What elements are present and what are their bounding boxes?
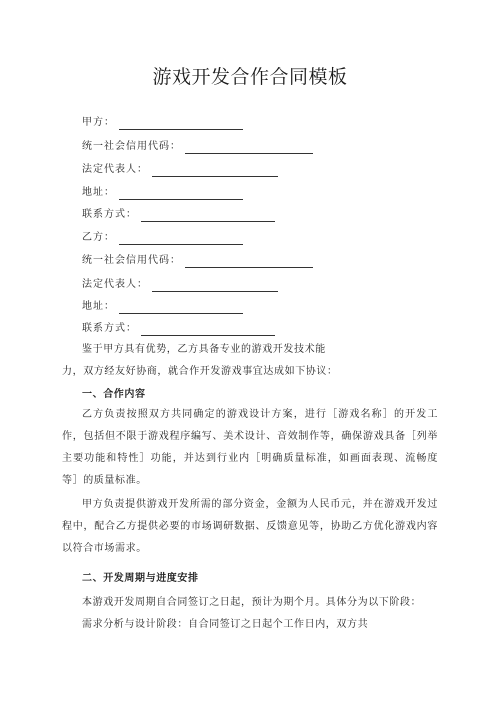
party-a-address-blank[interactable]: [119, 190, 243, 200]
party-a-address-label: 地址：: [82, 187, 115, 198]
section-2-line-1: 本游戏开发周期自合同签订之日起，预计为期个月。具体分为以下阶段：: [82, 597, 422, 608]
section-1-paragraph-2: 甲方负责提供游戏开发所需的部分资金，金额为人民币元，并在游戏开发过程中，配合乙方提供必要的市场调研数据、反馈意见等，协助乙方优化游戏内容以符合市场需求。: [62, 499, 438, 554]
party-b-credit-code-blank[interactable]: [185, 258, 313, 268]
party-b-legal-rep-field: [82, 278, 278, 292]
party-a-address-field: [82, 186, 243, 200]
party-a-name-label: 甲方：: [82, 117, 115, 128]
party-b-credit-code-field: [82, 254, 313, 268]
party-a-contact-field: [82, 208, 275, 222]
section-1-paragraph-1: 乙方负责按照双方共同确定的游戏设计方案，进行［游戏名称］的开发工作，包括但不限于游戏程序编写、美术设计、音效制作等，确保游戏具备［列举主要功能和特性］功能，并达到行业内［明确质量标准，如画面表现、流畅度等］的质量标准。: [62, 409, 438, 486]
party-b-address-blank[interactable]: [119, 304, 243, 314]
party-a-contact-label: 联系方式：: [82, 209, 137, 220]
document-title: 游戏开发合作合同模板: [152, 66, 348, 88]
party-b-credit-code-label: 统一社会信用代码：: [82, 255, 181, 266]
party-b-name-field: [82, 231, 243, 245]
party-b-contact-label: 联系方式：: [82, 323, 137, 334]
party-a-legal-rep-field: [82, 163, 278, 177]
party-a-legal-rep-blank[interactable]: [152, 167, 278, 177]
party-b-name-label: 乙方：: [82, 232, 115, 243]
section-1-heading: 一、合作内容: [82, 389, 146, 400]
party-b-contact-field: [82, 322, 275, 336]
party-a-name-blank[interactable]: [119, 120, 243, 130]
party-a-name-field: [82, 116, 243, 130]
party-b-name-blank[interactable]: [119, 235, 243, 245]
preamble-line-1: 鉴于甲方具有优势，乙方具备专业的游戏开发技术能: [82, 344, 326, 355]
section-2-line-2: 需求分析与设计阶段：自合同签订之日起个工作日内，双方共: [82, 619, 369, 630]
party-b-contact-blank[interactable]: [141, 326, 275, 336]
party-b-address-label: 地址：: [82, 301, 115, 312]
party-a-credit-code-blank[interactable]: [185, 144, 313, 154]
party-b-legal-rep-label: 法定代表人：: [82, 279, 148, 290]
preamble-line-2: 力，双方经友好协商，就合作开发游戏事宜达成如下协议：: [62, 366, 338, 377]
party-b-address-field: [82, 300, 243, 314]
party-a-credit-code-field: [82, 140, 313, 154]
section-2-heading: 二、开发周期与进度安排: [82, 573, 199, 584]
party-b-legal-rep-blank[interactable]: [152, 282, 278, 292]
party-a-legal-rep-label: 法定代表人：: [82, 164, 148, 175]
party-a-contact-blank[interactable]: [141, 212, 275, 222]
party-a-credit-code-label: 统一社会信用代码：: [82, 141, 181, 152]
